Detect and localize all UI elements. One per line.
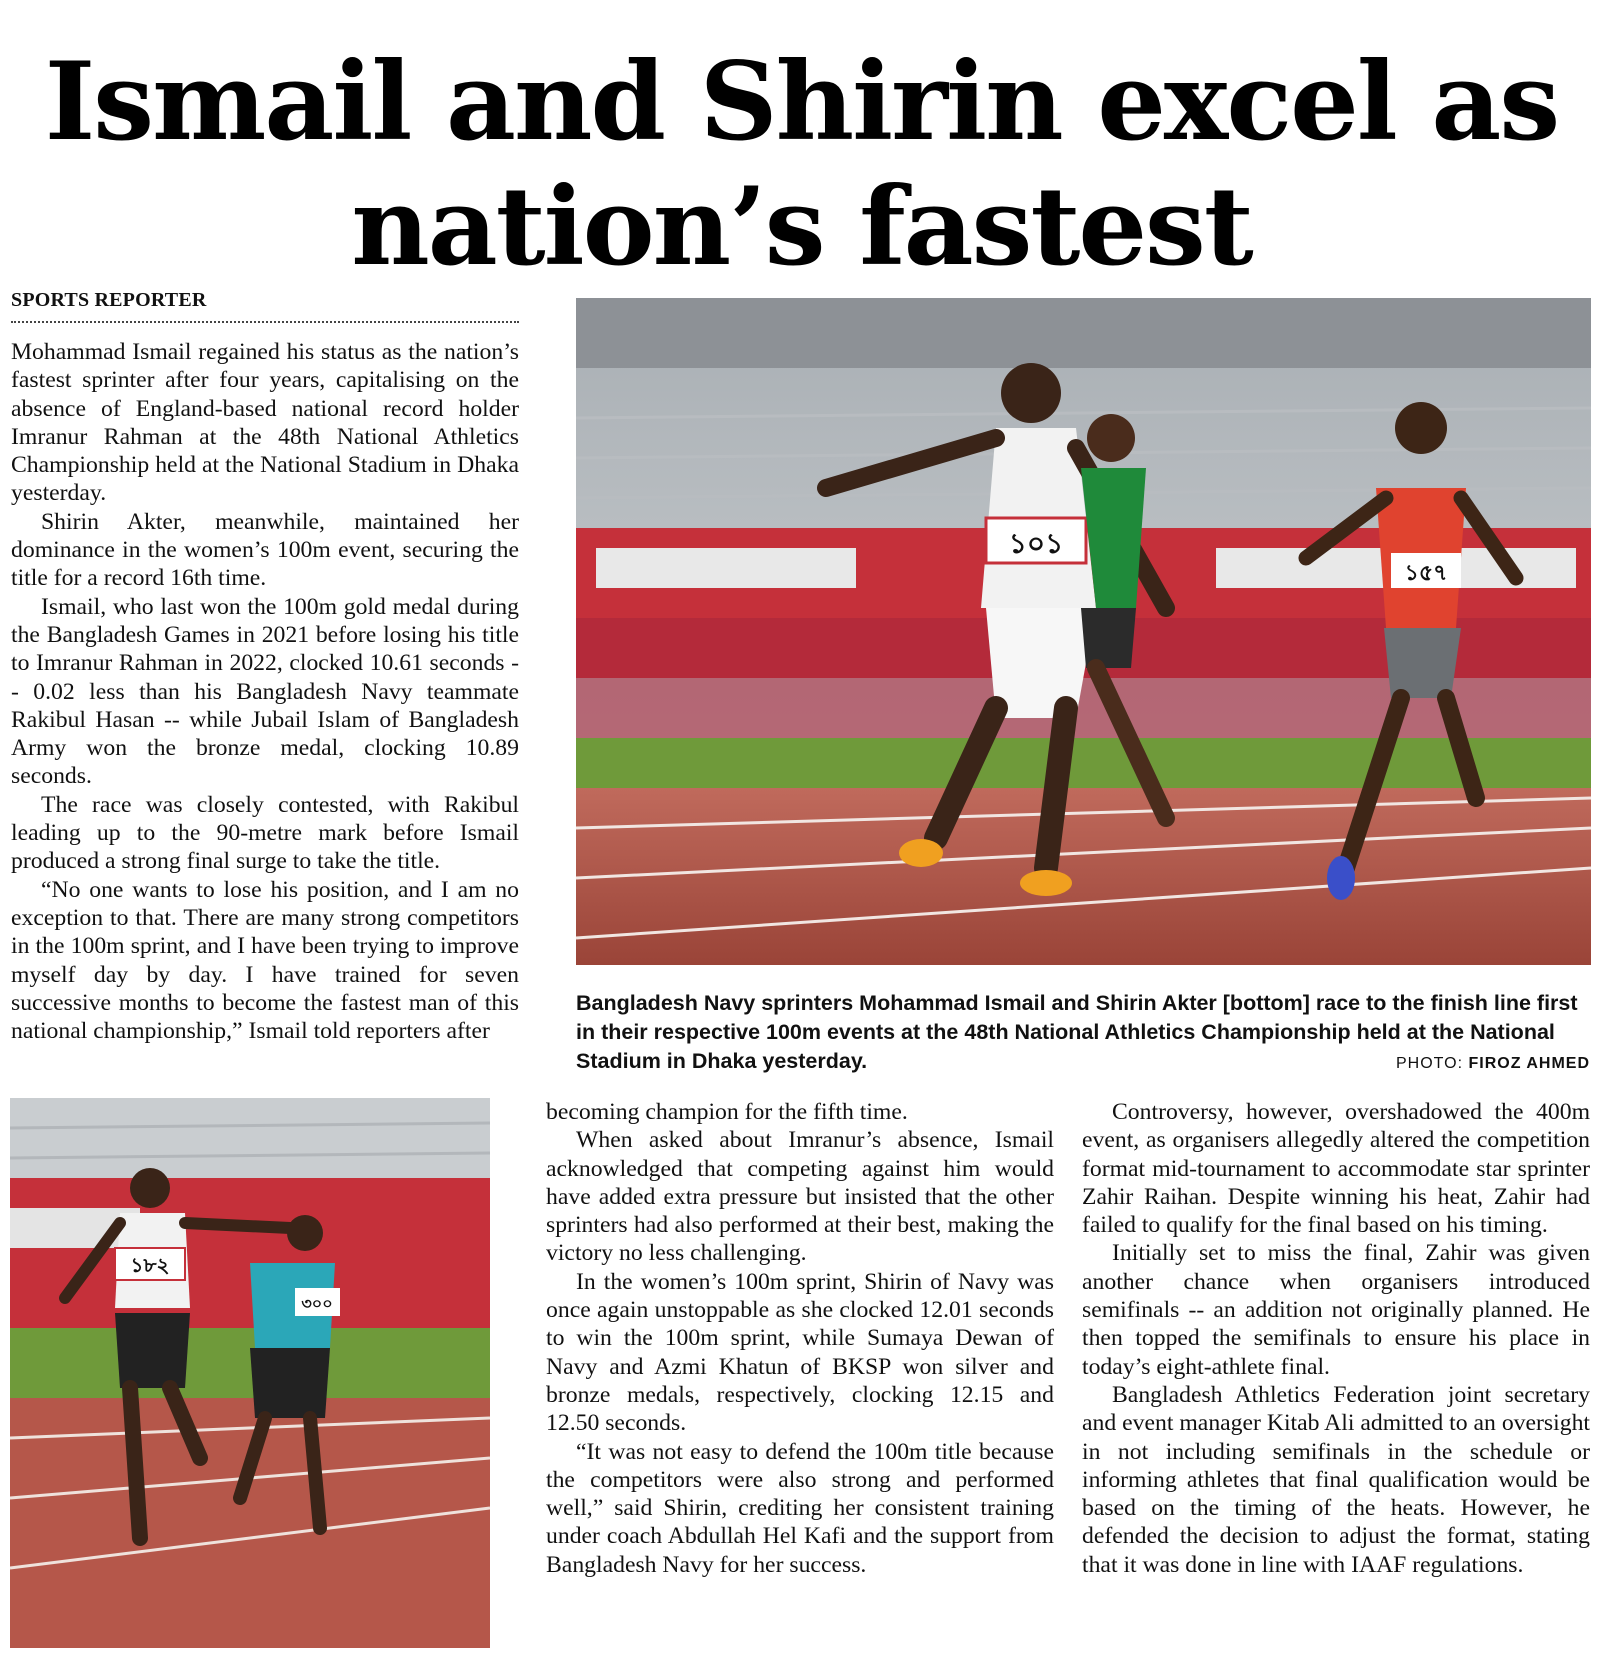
paragraph: In the women’s 100m sprint, Shirin of Navy was once again unstoppable as she clocked 12.01 seconds to win the 100m sprint, while Sumaya Dewan of Navy and Azmi Khatun of BKSP won silver and bronze medals, respectively, clocking 12.15 and 12.50 seconds.	[546, 1268, 1054, 1437]
bib-number: ১৫৭	[1404, 561, 1448, 586]
women-race-photo-drawing	[10, 1098, 490, 1648]
main-race-photo	[576, 298, 1591, 965]
paragraph: “No one wants to lose his position, and I am no exception to that. There are many strong competitors in the 100m sprint, and I have been trying to improve myself day by day. I have trained for seven successive months to become the fastest man of this national championship,” Ismail told reporters after	[11, 876, 519, 1045]
byline: SPORTS REPORTER	[11, 289, 519, 323]
paragraph: “It was not easy to defend the 100m title because the competitors were also strong and performed well,” said Shirin, crediting her consistent training under coach Abdullah Hel Kafi and the support from Bangladesh Navy for her success.	[546, 1438, 1054, 1578]
main-race-photo-drawing	[576, 298, 1591, 965]
paragraph: Mohammad Ismail regained his status as the nation’s fastest sprinter after four years, capitalising on the absence of England-based national record holder Imranur Rahman at the 48th National Athletics Championship held at the National Stadium in Dhaka yesterday.	[11, 339, 519, 507]
photo-credit	[1396, 1055, 1590, 1073]
photo-caption: Bangladesh Navy sprinters Mohammad Ismail and Shirin Akter [bottom] race to the finish line first in their respective 100m events at the 48th National Athletics Championship held at the National Stadium in Dhaka yesterday.	[576, 991, 1578, 1073]
article-column-1	[11, 338, 519, 1045]
article-column-3	[1082, 1098, 1590, 1579]
photographer-name: FIROZ AHMED	[1468, 1055, 1590, 1072]
paragraph: When asked about Imranur’s absence, Ismail acknowledged that competing against him would have added extra pressure but insisted that the other sprinters had also performed at their best, making the victory no less challenging.	[546, 1127, 1054, 1267]
paragraph: Shirin Akter, meanwhile, maintained her dominance in the women’s 100m event, securing the title for a record 16th time.	[11, 508, 519, 592]
paragraph: Controversy, however, overshadowed the 400m event, as organisers allegedly altered the competition format mid-tournament to accommodate star sprinter Zahir Raihan. Despite winning his heat, Zahir had failed to qualify for the final based on his timing.	[1082, 1099, 1590, 1239]
bib-number: ৩০০	[301, 1294, 333, 1313]
paragraph: Bangladesh Athletics Federation joint secretary and event manager Kitab Ali admitted to an oversight in not including semifinals in the schedule or informing athletes that final qualification would be based on the timing of the heats. However, he defended the decision to adjust the format, stating that it was done in line with IAAF regulations.	[1082, 1381, 1590, 1578]
paragraph: The race was closely contested, with Rakibul leading up to the 90-metre mark before Ismail produced a strong final surge to take the title.	[11, 791, 519, 875]
headline: Ismail and Shirin excel as nation’s fastest	[44, 39, 1559, 290]
paragraph: Ismail, who last won the 100m gold medal during the Bangladesh Games in 2021 before losing his title to Imranur Rahman in 2022, clocked 10.61 seconds -- 0.02 less than his Bangladesh Navy teammate Rakibul Hasan -- while Jubail Islam of Bangladesh Army won the bronze medal, clocking 10.89 seconds.	[11, 593, 519, 790]
photo-credit-label: PHOTO:	[1395, 1055, 1464, 1072]
bib-number: ১৮২	[130, 1253, 170, 1277]
paragraph: becoming champion for the fifth time.	[546, 1099, 908, 1125]
paragraph: Initially set to miss the final, Zahir was given another chance when organisers introduced semifinals -- an addition not originally planned. He then topped the semifinals to ensure his place in today’s eight-athlete final.	[1082, 1240, 1590, 1380]
women-race-photo	[10, 1098, 490, 1648]
bib-number: ১০১	[1008, 527, 1064, 560]
article-column-2	[546, 1098, 1054, 1579]
